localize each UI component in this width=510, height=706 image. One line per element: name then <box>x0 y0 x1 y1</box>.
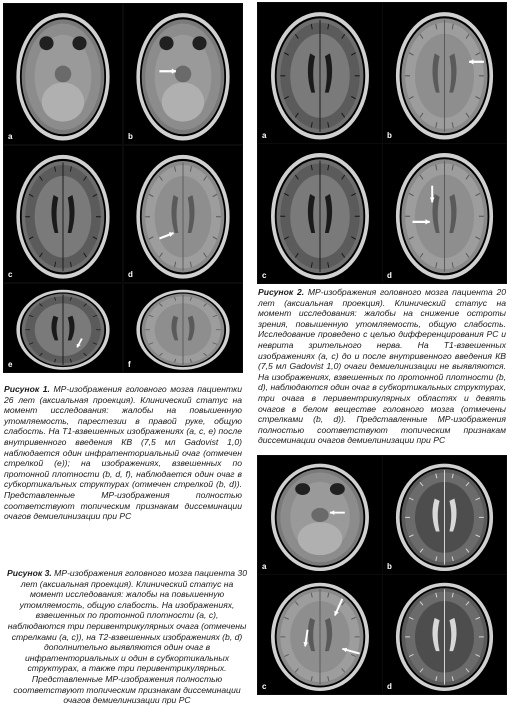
figure1-image-e <box>4 284 122 372</box>
figure3-image-d <box>383 575 506 694</box>
figure3-image-b <box>383 456 506 574</box>
figure1-image-b <box>124 4 242 144</box>
figure1-image-d <box>124 146 242 282</box>
figure1-caption-title: Рисунок 1. <box>4 384 50 394</box>
figure2-image-d <box>383 144 506 283</box>
figure2-caption-text: МР-изображения головного мозга пациента 20 лет (аксиальная проекция). Клинический статус на момент исследования: жалобы на снижение остроты зрения, повышенную утомляемость, общую слабость. Исследование проведено с целью дифференцирования РС и неврита зрительного нерва. На T1-взвешенных изображениях (a, c) до и после внутривенного введения КВ (7,5 мл Gadovist 1,0) очаги демиелинизации не выявляются. На изображениях, взвешенных по протонной плотности (b, d), наблюдаются один очаг в субкортикальных структурах, три очага в перивентрикулярных областях и девять очагов в белом веществе головного мозга (отмечены стрелками (b, d)). Представленные МР-изображения полностью соответствуют топическим признакам диссеминации очагов демиелинизации при РС <box>258 287 507 446</box>
figure2-image-c <box>258 144 382 283</box>
figure2-panel-label: c <box>262 271 267 280</box>
figure3-caption <box>6 568 248 706</box>
figure1-panel-label: f <box>128 360 131 369</box>
figure3-panel-label: c <box>262 682 267 691</box>
figure2-panel-label: b <box>387 131 392 140</box>
figure2-image-b <box>383 3 506 143</box>
figure3-panel-label: d <box>387 682 392 691</box>
figure2-caption <box>258 287 506 446</box>
figure2-panel-label: d <box>387 271 392 280</box>
figure1-image-c <box>4 146 122 282</box>
figure1-caption-text: МР-изображения головного мозга пациентки 26 лет (аксиальная проекция). Клинический статус на момент исследования: жалобы на повышенную утомляемость, парестезии в правой руке, общую слабость. На T1-взвешенных изображениях (a, c, e) после внутривенного введения КВ (7,5 мл Gadovist 1,0) наблюдается один инфратенториальный очаг (отмечен стрелкой (e)); на изображениях, взвешенных по протонной плотности (b, d, f), наблюдается один очаг в субкортикальных структурах (отмечен стрелкой (b, d)). Представленные МР-изображения полностью соответствуют топическим признакам диссеминации очагов демиелинизации при РС <box>4 384 243 522</box>
figure1-panel-label: a <box>8 132 13 141</box>
figure3-caption-title: Рисунок 3. <box>7 568 52 578</box>
figure1-panel-label: d <box>128 270 133 279</box>
figure1-panel-label: b <box>128 132 133 141</box>
figure3-image-a <box>258 456 382 574</box>
figure1-image-f <box>124 284 242 372</box>
figure2-caption-title: Рисунок 2. <box>258 287 305 297</box>
figure2-panel-label: a <box>262 131 267 140</box>
figure1-image-a <box>4 4 122 144</box>
figure1-panel-label: e <box>8 360 13 369</box>
figure2-image-a <box>258 3 382 143</box>
figure1-caption <box>4 384 242 522</box>
figure3-image-c <box>258 575 382 694</box>
figure3-caption-text: МР-изображения головного мозга пациента 30 лет (аксиальная проекция). Клинический статус на момент исследования: жалобы на повышенную утомляемость, общую слабость. На изображениях, взвешенных по протонной плотности (a, c), наблюдаются три перивентрикулярных очага (отмечены стрелками (a, c)), на T2-взвешенных изображениях (b, d) дополнительно выявляются один очаг в инфратенториальных и один в субкортикальных структурах, а также три перивентрикулярных. Представленные МР-изображения полностью соответствуют топическим признакам диссеминации очагов демиелинизации при РС <box>7 568 247 706</box>
figure3-panel-label: b <box>387 562 392 571</box>
figure3-panel-label: a <box>262 562 267 571</box>
figure1-panel-label: c <box>8 270 13 279</box>
